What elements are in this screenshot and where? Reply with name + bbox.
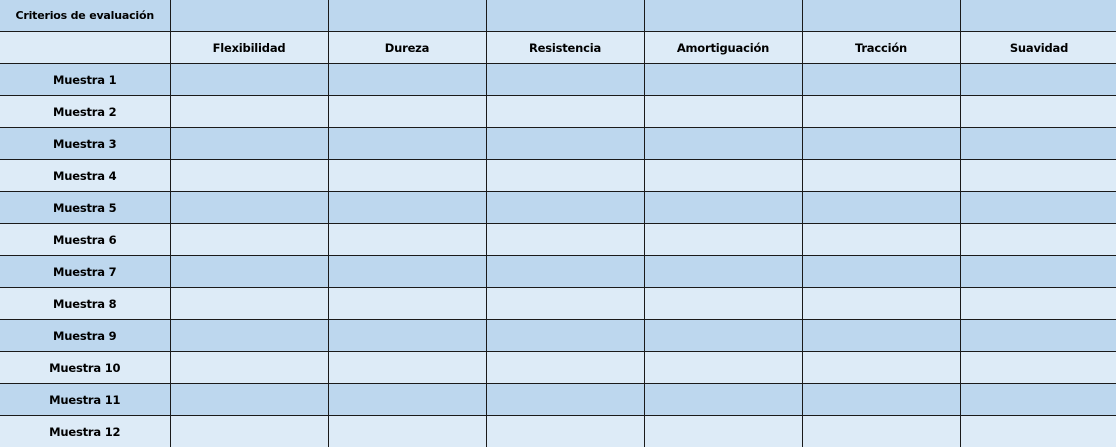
score-cell[interactable] xyxy=(170,416,328,447)
score-cell[interactable] xyxy=(486,288,644,320)
table-row xyxy=(0,288,1116,320)
column-header-traccion[interactable]: Tracción xyxy=(802,32,960,64)
score-cell[interactable] xyxy=(486,160,644,192)
row-label[interactable]: Muestra 3 xyxy=(0,128,170,160)
score-cell[interactable] xyxy=(960,128,1116,160)
title-empty-cell[interactable] xyxy=(328,0,486,32)
score-cell[interactable] xyxy=(960,320,1116,352)
score-cell[interactable] xyxy=(960,416,1116,447)
row-label[interactable]: Muestra 4 xyxy=(0,160,170,192)
score-cell[interactable] xyxy=(644,64,802,96)
score-cell[interactable] xyxy=(170,128,328,160)
score-cell[interactable] xyxy=(960,256,1116,288)
score-cell[interactable] xyxy=(644,288,802,320)
score-cell[interactable] xyxy=(644,416,802,447)
score-cell[interactable] xyxy=(644,128,802,160)
score-cell[interactable] xyxy=(328,352,486,384)
score-cell[interactable] xyxy=(328,256,486,288)
score-cell[interactable] xyxy=(802,288,960,320)
column-header-amortiguacion[interactable]: Amortiguación xyxy=(644,32,802,64)
score-cell[interactable] xyxy=(802,96,960,128)
score-cell[interactable] xyxy=(644,192,802,224)
score-cell[interactable] xyxy=(170,160,328,192)
score-cell[interactable] xyxy=(960,96,1116,128)
row-label[interactable]: Muestra 11 xyxy=(0,384,170,416)
score-cell[interactable] xyxy=(328,128,486,160)
row-label[interactable]: Muestra 8 xyxy=(0,288,170,320)
score-cell[interactable] xyxy=(960,288,1116,320)
score-cell[interactable] xyxy=(960,352,1116,384)
score-cell[interactable] xyxy=(644,160,802,192)
score-cell[interactable] xyxy=(170,64,328,96)
score-cell[interactable] xyxy=(802,64,960,96)
score-cell[interactable] xyxy=(328,64,486,96)
score-cell[interactable] xyxy=(328,224,486,256)
table-row xyxy=(0,64,1116,96)
table-row xyxy=(0,192,1116,224)
row-label[interactable]: Muestra 7 xyxy=(0,256,170,288)
score-cell[interactable] xyxy=(170,96,328,128)
score-cell[interactable] xyxy=(328,416,486,447)
score-cell[interactable] xyxy=(328,320,486,352)
score-cell[interactable] xyxy=(802,256,960,288)
header-empty-cell[interactable] xyxy=(0,32,170,64)
score-cell[interactable] xyxy=(644,224,802,256)
score-cell[interactable] xyxy=(644,352,802,384)
table-row xyxy=(0,384,1116,416)
row-label[interactable]: Muestra 5 xyxy=(0,192,170,224)
score-cell[interactable] xyxy=(170,256,328,288)
score-cell[interactable] xyxy=(328,160,486,192)
score-cell[interactable] xyxy=(328,192,486,224)
score-cell[interactable] xyxy=(170,224,328,256)
table-row xyxy=(0,352,1116,384)
score-cell[interactable] xyxy=(486,320,644,352)
title-empty-cell[interactable] xyxy=(802,0,960,32)
score-cell[interactable] xyxy=(644,256,802,288)
sample-rows xyxy=(0,64,1116,447)
score-cell[interactable] xyxy=(802,160,960,192)
score-cell[interactable] xyxy=(486,416,644,447)
score-cell[interactable] xyxy=(486,192,644,224)
score-cell[interactable] xyxy=(960,160,1116,192)
score-cell[interactable] xyxy=(328,96,486,128)
score-cell[interactable] xyxy=(802,320,960,352)
column-header-flexibilidad[interactable]: Flexibilidad xyxy=(170,32,328,64)
score-cell[interactable] xyxy=(486,128,644,160)
title-empty-cell[interactable] xyxy=(170,0,328,32)
score-cell[interactable] xyxy=(486,352,644,384)
table-title[interactable]: Criterios de evaluación xyxy=(0,0,170,32)
score-cell[interactable] xyxy=(644,384,802,416)
row-label[interactable]: Muestra 6 xyxy=(0,224,170,256)
title-empty-cell[interactable] xyxy=(960,0,1116,32)
title-row xyxy=(0,0,1116,32)
table-row xyxy=(0,416,1116,447)
score-cell[interactable] xyxy=(802,224,960,256)
table-row xyxy=(0,96,1116,128)
score-cell[interactable] xyxy=(328,384,486,416)
row-label[interactable]: Muestra 1 xyxy=(0,64,170,96)
score-cell[interactable] xyxy=(960,384,1116,416)
score-cell[interactable] xyxy=(486,64,644,96)
score-cell[interactable] xyxy=(802,352,960,384)
row-label[interactable]: Muestra 9 xyxy=(0,320,170,352)
score-cell[interactable] xyxy=(960,192,1116,224)
score-cell[interactable] xyxy=(802,128,960,160)
title-empty-cell[interactable] xyxy=(644,0,802,32)
row-label[interactable]: Muestra 12 xyxy=(0,416,170,447)
score-cell[interactable] xyxy=(328,288,486,320)
score-cell[interactable] xyxy=(170,352,328,384)
table-row xyxy=(0,160,1116,192)
table-row xyxy=(0,256,1116,288)
score-cell[interactable] xyxy=(170,192,328,224)
score-cell[interactable] xyxy=(644,96,802,128)
table-row xyxy=(0,128,1116,160)
column-header-suavidad[interactable]: Suavidad xyxy=(960,32,1116,64)
column-header-resistencia[interactable]: Resistencia xyxy=(486,32,644,64)
score-cell[interactable] xyxy=(170,288,328,320)
score-cell[interactable] xyxy=(486,224,644,256)
header-row xyxy=(0,32,1116,64)
title-empty-cell[interactable] xyxy=(486,0,644,32)
score-cell[interactable] xyxy=(644,320,802,352)
score-cell[interactable] xyxy=(486,256,644,288)
score-cell[interactable] xyxy=(802,384,960,416)
row-label[interactable]: Muestra 2 xyxy=(0,96,170,128)
score-cell[interactable] xyxy=(802,192,960,224)
row-label[interactable]: Muestra 10 xyxy=(0,352,170,384)
score-cell[interactable] xyxy=(170,320,328,352)
score-cell[interactable] xyxy=(486,384,644,416)
score-cell[interactable] xyxy=(170,384,328,416)
score-cell[interactable] xyxy=(802,416,960,447)
column-header-dureza[interactable]: Dureza xyxy=(328,32,486,64)
score-cell[interactable] xyxy=(960,224,1116,256)
table-row xyxy=(0,224,1116,256)
score-cell[interactable] xyxy=(960,64,1116,96)
score-cell[interactable] xyxy=(486,96,644,128)
table-row xyxy=(0,320,1116,352)
